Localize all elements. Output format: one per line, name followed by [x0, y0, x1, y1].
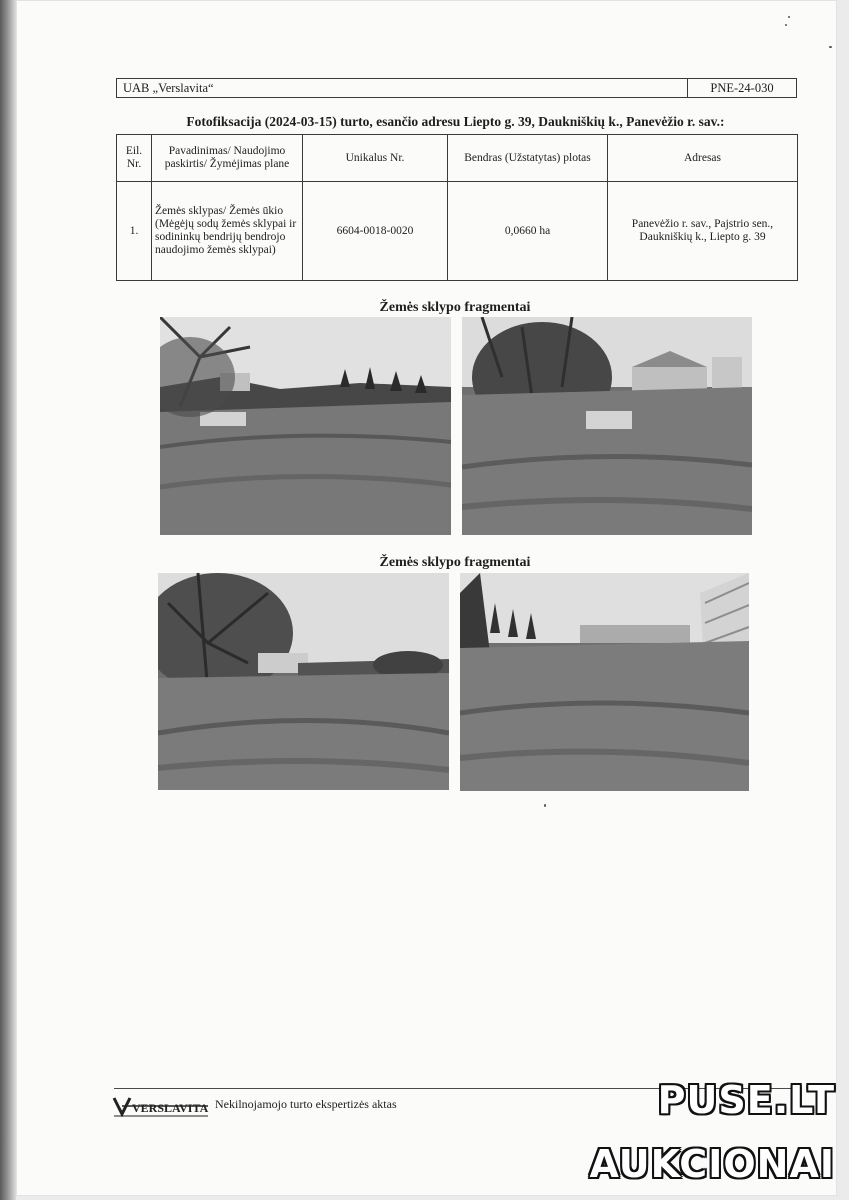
document-title: Fotofiksacija (2024-03-15) turto, esančio adresu Liepto g. 39, Daukniškių k., Panevėžio r. sav.:	[186, 114, 725, 129]
company-name: UAB „Verslavita“	[117, 79, 688, 97]
watermark-line-1: PUSE.LT	[657, 1078, 835, 1122]
property-table	[116, 134, 798, 281]
scan-speck	[785, 24, 787, 26]
scan-edge	[0, 0, 16, 1200]
scan-speck	[544, 804, 546, 807]
footer-text: Nekilnojamojo turto ekspertizės aktas	[215, 1097, 397, 1111]
land-plot-photo-1	[160, 317, 451, 535]
cell-name: Žemės sklypas/ Žemės ūkio (Mėgėjų sodų žemės sklypai ir sodininkų bendrijų bendrojo naudojimo žemės sklypai)	[152, 182, 303, 281]
svg-text:VERSLAVITA: VERSLAVITA	[132, 1101, 209, 1115]
scan-speck	[788, 16, 790, 18]
cell-no: 1.	[117, 182, 152, 281]
scan-speck	[829, 46, 832, 48]
land-plot-photo-2	[462, 317, 752, 535]
watermark-line-2: AUKCIONAI	[589, 1142, 835, 1186]
cell-unique-no: 6604-0018-0020	[303, 182, 448, 281]
header-address: Adresas	[608, 135, 798, 182]
cell-address: Panevėžio r. sav., Pajstrio sen., Daukniškių k., Liepto g. 39	[608, 182, 798, 281]
table-row	[117, 182, 798, 281]
header-name: Pavadinimas/ Naudojimo paskirtis/ Žymėjimas plane	[152, 135, 303, 182]
land-plot-photo-4	[460, 573, 749, 791]
header-area: Bendras (Užstatytas) plotas	[448, 135, 608, 182]
document-header	[116, 78, 797, 98]
header-unique-no: Unikalus Nr.	[303, 135, 448, 182]
land-plot-photo-3	[158, 573, 449, 790]
table-header-row	[117, 135, 798, 182]
document-code: PNE-24-030	[710, 81, 774, 95]
section-heading-1: Žemės sklypo fragmentai	[379, 300, 531, 315]
header-no: Eil. Nr.	[117, 135, 152, 182]
verslavita-logo	[112, 1094, 210, 1118]
cell-area: 0,0660 ha	[448, 182, 608, 281]
section-heading-2: Žemės sklypo fragmentai	[379, 555, 531, 570]
